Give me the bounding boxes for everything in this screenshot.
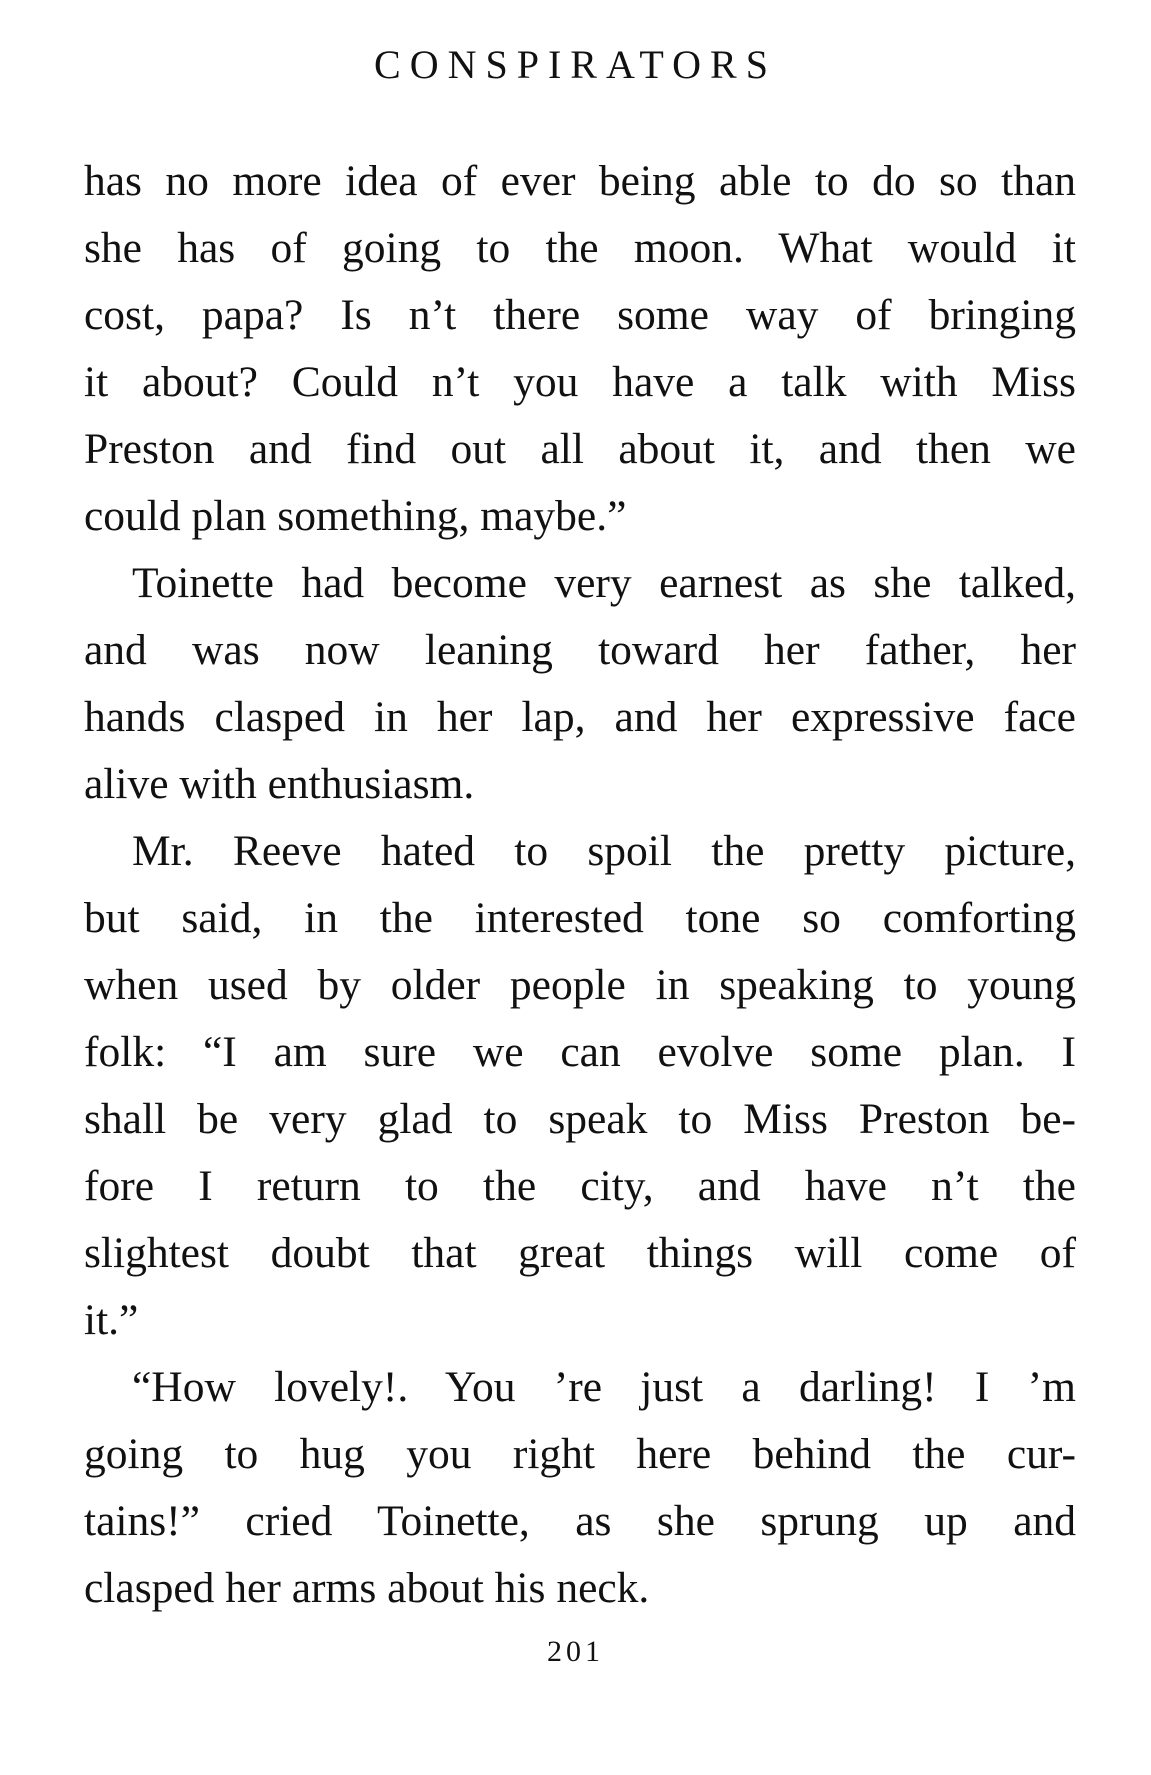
text-line: hands clasped in her lap, and her expressive face: [84, 693, 1076, 741]
text-line: could plan something, maybe.”: [84, 492, 627, 540]
text-line: going to hug you right here behind the cur-: [84, 1430, 1076, 1478]
text-line: Toinette had become very earnest as she talked,: [132, 559, 1076, 607]
text-line: tains!” cried Toinette, as she sprung up and: [84, 1497, 1076, 1545]
paragraph: [84, 818, 1076, 1354]
page-number: 201: [547, 1635, 604, 1668]
paragraph: [84, 550, 1076, 818]
text-line: but said, in the interested tone so comforting: [84, 894, 1076, 942]
text-line: it about? Could n’t you have a talk with Miss: [84, 358, 1076, 406]
text-line: shall be very glad to speak to Miss Preston be-: [84, 1095, 1076, 1143]
text-line: clasped her arms about his neck.: [84, 1564, 650, 1612]
text-line: fore I return to the city, and have n’t the: [84, 1162, 1076, 1210]
body-text: [84, 148, 1076, 1622]
text-line: “How lovely!. You ’re just a darling! I ’m: [132, 1363, 1076, 1411]
text-line: alive with enthusiasm.: [84, 760, 475, 808]
text-line: folk: “I am sure we can evolve some plan. I: [84, 1028, 1076, 1076]
text-line: Mr. Reeve hated to spoil the pretty picture,: [132, 827, 1076, 875]
text-line: slightest doubt that great things will come of: [84, 1229, 1076, 1277]
text-line: she has of going to the moon. What would it: [84, 224, 1076, 272]
paragraph: [84, 1354, 1076, 1622]
running-head: CONSPIRATORS: [374, 42, 777, 87]
text-line: Preston and find out all about it, and then we: [84, 425, 1076, 473]
text-line: it.”: [84, 1296, 139, 1344]
text-line: cost, papa? Is n’t there some way of bringing: [84, 291, 1076, 339]
text-line: when used by older people in speaking to young: [84, 961, 1076, 1009]
text-line: has no more idea of ever being able to do so than: [84, 157, 1076, 205]
text-line: and was now leaning toward her father, her: [84, 626, 1076, 674]
paragraph: [84, 148, 1076, 550]
